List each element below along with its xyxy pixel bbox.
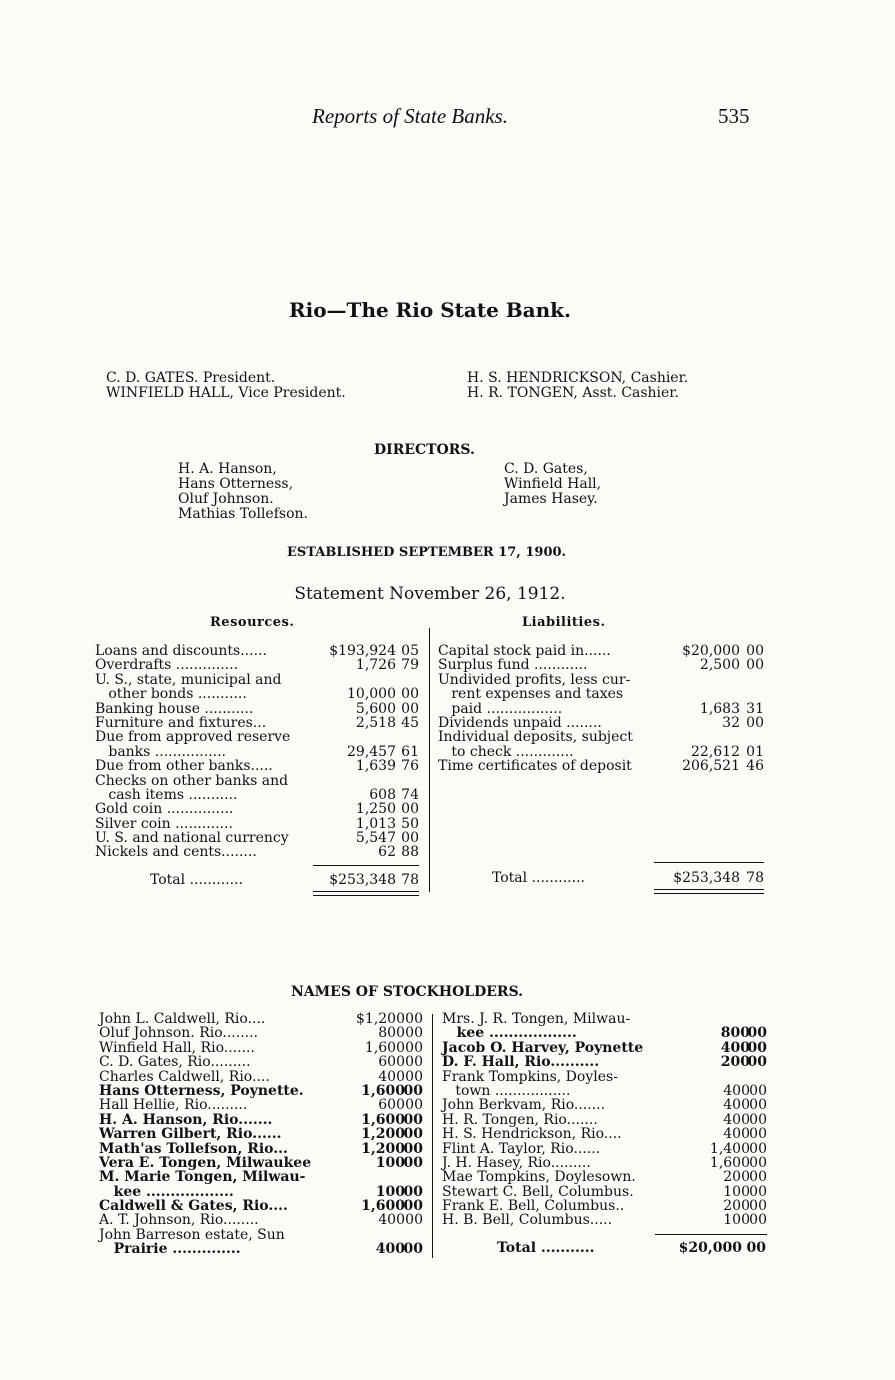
liability-row [438, 673, 768, 687]
stockholder-row-label: kee .................. [99, 1183, 234, 1200]
stockholder-row [99, 1012, 429, 1026]
resource-row-amount: 29,457 [347, 743, 396, 760]
stockholder-row-amount: 400 [723, 1111, 750, 1128]
stockholder-row-label: Math'as Tollefson, Rio... [99, 1140, 288, 1157]
stockholder-row-cents: 00 [403, 1126, 423, 1143]
stockholder-row-amount: 600 [378, 1097, 405, 1114]
resource-row [95, 745, 425, 759]
resources-heading: Resources. [210, 615, 295, 630]
stockholder-row [442, 1113, 772, 1127]
resource-row-label: U. S., state, municipal and [95, 671, 282, 688]
liability-row-label: Surplus fund ............ [438, 657, 588, 674]
liability-row-cents: 00 [746, 714, 764, 731]
stockholder-row [99, 1213, 429, 1227]
officer-cashier: H. S. HENDRICKSON, Cashier. [467, 370, 689, 386]
resource-row-amount: 1,250 [355, 801, 396, 818]
resource-row-cents: 05 [401, 643, 419, 659]
stockholder-row-cents: 00 [405, 1011, 423, 1027]
stockholder-row-amount: 1,200 [361, 1140, 405, 1157]
stockholder-row-amount: 400 [378, 1212, 405, 1229]
stockholder-row-label: John Barreson estate, Sun [99, 1226, 285, 1243]
liability-row-amount: $20,000 [682, 643, 740, 659]
stockholders-divider [432, 1014, 433, 1258]
stockholder-row-cents: 00 [405, 1054, 423, 1071]
stockholder-row [442, 1084, 772, 1098]
stockholder-row-label: H. B. Bell, Columbus..... [442, 1212, 613, 1229]
resource-row-label: Loans and discounts...... [95, 643, 267, 659]
liabilities-sum-rule [654, 862, 764, 863]
resource-row-amount: $193,924 [329, 643, 396, 659]
liability-row-amount: 32 [722, 714, 740, 731]
resource-row-label: Due from approved reserve [95, 729, 291, 746]
stockholder-row-cents: 00 [405, 1097, 423, 1114]
stockholder-row-label: Charles Caldwell, Rio.... [99, 1068, 270, 1085]
stockholder-row-label: A. T. Johnson, Rio........ [99, 1212, 259, 1229]
resource-row-label: Overdrafts .............. [95, 657, 239, 674]
liability-row-amount: 1,683 [699, 700, 740, 717]
resource-row-cents: 61 [401, 743, 419, 760]
stockholder-row-amount: 1,600 [361, 1111, 405, 1128]
stockholder-row-cents: 00 [405, 1039, 423, 1056]
resource-row-label: Nickels and cents........ [95, 844, 257, 861]
liability-row-label: to check ............. [438, 743, 574, 760]
resource-row-cents: 50 [401, 815, 419, 832]
resource-row [95, 802, 425, 816]
stockholder-row [99, 1041, 429, 1055]
director: C. D. Gates, [504, 461, 588, 477]
resource-row-cents: 00 [401, 700, 419, 717]
liability-row-label: paid ................. [438, 700, 563, 717]
stockholder-row [442, 1127, 772, 1141]
stockholder-row-cents: 00 [747, 1054, 767, 1071]
resources-total-label: Total ............ [150, 872, 243, 888]
stockholder-row-cents: 00 [749, 1082, 767, 1099]
resource-row [95, 644, 425, 658]
stockholder-row-amount: 1,600 [709, 1154, 750, 1171]
stockholder-row-cents: 00 [403, 1241, 423, 1258]
liability-row-label: Dividends unpaid ........ [438, 714, 602, 731]
liability-row-cents: 46 [746, 758, 764, 775]
stockholder-row-amount: 1,400 [709, 1140, 750, 1157]
stockholder-row-cents: 00 [403, 1198, 423, 1215]
stockholder-row-cents: 00 [749, 1097, 767, 1114]
stockholder-row-cents: 00 [405, 1068, 423, 1085]
bank-title: Rio—The Rio State Bank. [289, 298, 571, 322]
stockholder-row-amount: 1,600 [361, 1198, 405, 1215]
stockholder-row-label: Frank Tompkins, Doyles- [442, 1068, 618, 1085]
stockholder-row [442, 1055, 772, 1069]
stockholder-row-amount: 1,600 [364, 1039, 405, 1056]
liabilities-heading: Liabilities. [522, 615, 606, 630]
resource-row-amount: 5,547 [355, 830, 396, 847]
stockholder-row [99, 1199, 429, 1213]
stockholder-row-amount: 400 [375, 1241, 405, 1258]
liability-row-label: Capital stock paid in...... [438, 643, 611, 659]
resource-row [95, 716, 425, 730]
stockholder-row [442, 1213, 772, 1227]
resource-row-label: other bonds ........... [95, 686, 247, 703]
director: Mathias Tollefson. [178, 506, 308, 522]
stockholder-row-label: C. D. Gates, Rio......... [99, 1054, 251, 1071]
resource-row-amount: 2,518 [355, 714, 396, 731]
officer-vice-president: WINFIELD HALL, Vice President. [106, 385, 346, 401]
stockholder-row [99, 1070, 429, 1084]
stockholder-row [99, 1242, 429, 1256]
resource-row-cents: 76 [401, 758, 419, 775]
liabilities-double-rule [654, 889, 764, 894]
director: Oluf Johnson. [178, 491, 274, 507]
stockholder-row [442, 1156, 772, 1170]
stockholder-row-label: Hans Otterness, Poynette. [99, 1082, 304, 1099]
liability-row-amount: 2,500 [699, 657, 740, 674]
liabilities-total-label: Total ............ [492, 870, 585, 886]
page-number: 535 [718, 104, 750, 128]
stockholder-row [99, 1113, 429, 1127]
stockholders-total-amount: $20,000 [678, 1240, 742, 1256]
resource-row-amount: 62 [378, 844, 396, 861]
resource-row-cents: 00 [401, 830, 419, 847]
stockholder-row [99, 1142, 429, 1156]
balance-sheet-divider [429, 628, 430, 892]
stockholder-row-label: H. R. Tongen, Rio....... [442, 1111, 598, 1128]
stockholder-row [442, 1026, 772, 1040]
director: Hans Otterness, [178, 476, 294, 492]
resource-row [95, 845, 425, 859]
directors-left [178, 462, 308, 522]
stockholder-row-cents: 00 [747, 1039, 767, 1056]
liability-row [438, 658, 768, 672]
stockholder-row [442, 1012, 772, 1026]
stockholder-row [442, 1170, 772, 1184]
liability-row-label: rent expenses and taxes [438, 686, 624, 703]
resource-row-amount: 5,600 [355, 700, 396, 717]
stockholder-row-cents: 00 [749, 1140, 767, 1157]
stockholder-row-cents: 00 [403, 1183, 423, 1200]
resource-row-label: Due from other banks..... [95, 758, 273, 775]
stockholder-row [442, 1098, 772, 1112]
resource-row [95, 774, 425, 788]
stockholder-row-label: H. S. Hendrickson, Rio.... [442, 1126, 622, 1143]
stockholder-row [442, 1070, 772, 1084]
stockholder-row-label: M. Marie Tongen, Milwau- [99, 1169, 306, 1186]
stockholder-row-label: D. F. Hall, Rio.......... [442, 1054, 600, 1071]
stockholder-row-cents: 00 [747, 1025, 767, 1042]
stockholder-row [99, 1084, 429, 1098]
stockholder-row-amount: 200 [723, 1169, 750, 1186]
resource-row-label: Checks on other banks and [95, 772, 289, 789]
stockholder-row-label: J. H. Hasey, Rio......... [442, 1154, 591, 1171]
liability-row [438, 730, 768, 744]
resources-total-cents: 78 [401, 872, 419, 888]
liability-row-label: Individual deposits, subject [438, 729, 633, 746]
stockholder-row-amount: 400 [720, 1039, 750, 1056]
resource-row [95, 831, 425, 845]
stockholder-row-amount: 800 [720, 1025, 750, 1042]
stockholders-sum-rule [655, 1234, 767, 1235]
liability-row-cents: 31 [746, 700, 764, 717]
stockholder-row-label: Vera E. Tongen, Milwaukee [99, 1154, 312, 1171]
stockholder-row-label: John Berkvam, Rio....... [442, 1097, 606, 1114]
director: H. A. Hanson, [178, 461, 277, 477]
officers-right [467, 371, 688, 401]
directors-right [504, 462, 601, 507]
resource-row-label: cash items ........... [95, 786, 238, 803]
stockholder-row-cents: 00 [749, 1169, 767, 1186]
stockholder-row-cents: 00 [405, 1212, 423, 1229]
stockholder-row-label: Mae Tompkins, Doylesown. [442, 1169, 636, 1186]
resource-row [95, 788, 425, 802]
liability-row-cents: 00 [746, 643, 764, 659]
stockholder-row [99, 1127, 429, 1141]
stockholder-row-label: Winfield Hall, Rio....... [99, 1039, 255, 1056]
resource-row-cents: 88 [401, 844, 419, 861]
stockholder-row-amount: 100 [375, 1183, 405, 1200]
resource-row-amount: 1,013 [355, 815, 396, 832]
stockholder-row-label: Caldwell & Gates, Rio.... [99, 1198, 288, 1215]
liability-row [438, 644, 768, 658]
stockholder-row-label: John L. Caldwell, Rio.... [99, 1011, 266, 1027]
director: James Hasey. [504, 491, 598, 507]
director: Winfield Hall, [504, 476, 602, 492]
resource-row-label: U. S. and national currency [95, 830, 289, 847]
liability-row [438, 716, 768, 730]
stockholder-row-cents: 00 [405, 1025, 423, 1042]
stockholder-row-label: Frank E. Bell, Columbus.. [442, 1198, 625, 1215]
resource-row [95, 730, 425, 744]
stockholder-row-label: kee .................. [442, 1025, 577, 1042]
liability-row-amount: 22,612 [691, 743, 740, 760]
directors-heading: DIRECTORS. [374, 442, 475, 458]
stockholder-row [99, 1055, 429, 1069]
resource-row-label: Furniture and fixtures... [95, 714, 267, 731]
stockholder-row-label: town ................. [442, 1082, 571, 1099]
resources-double-rule [313, 891, 419, 896]
resource-row-cents: 00 [401, 801, 419, 818]
stockholder-row [442, 1041, 772, 1055]
stockholder-row [99, 1170, 429, 1184]
resource-row [95, 673, 425, 687]
resources-table [95, 644, 425, 860]
liability-row [438, 745, 768, 759]
stockholder-row-label: Mrs. J. R. Tongen, Milwau- [442, 1011, 631, 1027]
stockholder-row-amount: 100 [723, 1212, 750, 1229]
stockholder-row-amount: 1,200 [361, 1126, 405, 1143]
resource-row [95, 817, 425, 831]
stockholder-row-cents: 00 [749, 1183, 767, 1200]
liability-row-cents: 00 [746, 657, 764, 674]
stockholder-row-amount: 400 [723, 1082, 750, 1099]
stockholder-row-cents: 00 [403, 1082, 423, 1099]
stockholder-row-cents: 00 [749, 1111, 767, 1128]
stockholder-row-cents: 00 [749, 1212, 767, 1229]
stockholders-heading: NAMES OF STOCKHOLDERS. [291, 984, 524, 1000]
resources-total-amount: $253,348 [329, 872, 396, 888]
stockholders-left-table [99, 1012, 429, 1257]
liability-row-label: Time certificates of deposit [438, 758, 632, 775]
stockholder-row-cents: 00 [749, 1126, 767, 1143]
running-header-title: Reports of State Banks. [312, 104, 508, 128]
stockholder-row [442, 1142, 772, 1156]
stockholder-row-label: Warren Gilbert, Rio...... [99, 1126, 282, 1143]
resource-row-cents: 00 [401, 686, 419, 703]
stockholder-row-amount: $1,200 [356, 1011, 405, 1027]
stockholder-row-amount: 800 [378, 1025, 405, 1042]
resource-row-cents: 79 [401, 657, 419, 674]
stockholder-row-cents: 00 [749, 1154, 767, 1171]
established-line: ESTABLISHED SEPTEMBER 17, 1900. [287, 545, 567, 560]
stockholder-row-amount: 1,600 [361, 1082, 405, 1099]
resource-row-amount: 1,639 [355, 758, 396, 775]
stockholders-total-label: Total ........... [497, 1240, 595, 1256]
stockholder-row-amount: 100 [375, 1154, 405, 1171]
resource-row [95, 702, 425, 716]
stockholder-row [442, 1199, 772, 1213]
stockholder-row [99, 1098, 429, 1112]
liability-row-label: Undivided profits, less cur- [438, 671, 631, 688]
stockholders-right-table [442, 1012, 772, 1228]
resource-row [95, 687, 425, 701]
stockholder-row-cents: 00 [403, 1154, 423, 1171]
liabilities-table [438, 644, 768, 774]
stockholder-row-amount: 400 [723, 1126, 750, 1143]
stockholder-row-label: Stewart C. Bell, Columbus. [442, 1183, 634, 1200]
liability-row [438, 759, 768, 773]
resource-row [95, 759, 425, 773]
liability-row [438, 687, 768, 701]
officer-asst-cashier: H. R. TONGEN, Asst. Cashier. [467, 385, 679, 401]
stockholders-total-cents: 00 [746, 1240, 766, 1256]
liability-row [438, 702, 768, 716]
stockholder-row-label: Hall Hellie, Rio......... [99, 1097, 248, 1114]
resource-row-amount: 1,726 [355, 657, 396, 674]
stockholder-row [99, 1228, 429, 1242]
stockholder-row-label: Jacob O. Harvey, Poynette [442, 1039, 644, 1056]
resource-row-cents: 74 [401, 786, 419, 803]
stockholder-row-amount: 200 [723, 1198, 750, 1215]
resources-sum-rule [313, 865, 419, 866]
stockholder-row-amount: 600 [378, 1054, 405, 1071]
resource-row-label: Silver coin ............. [95, 815, 233, 832]
stockholder-row-cents: 00 [749, 1198, 767, 1215]
officers-left [106, 371, 346, 401]
statement-date: Statement November 26, 1912. [294, 584, 566, 604]
stockholder-row-label: Flint A. Taylor, Rio...... [442, 1140, 601, 1157]
stockholder-row-label: H. A. Hanson, Rio....... [99, 1111, 273, 1128]
liabilities-total-amount: $253,348 [673, 870, 740, 886]
resource-row [95, 658, 425, 672]
resource-row-label: Banking house ........... [95, 700, 254, 717]
resource-row-label: Gold coin ............... [95, 801, 234, 818]
stockholder-row [442, 1185, 772, 1199]
stockholder-row-label: Prairie .............. [99, 1241, 241, 1258]
stockholder-row-amount: 400 [723, 1097, 750, 1114]
resource-row-label: banks ................ [95, 743, 226, 760]
liability-row-amount: 206,521 [682, 758, 740, 775]
stockholder-row-label: Oluf Johnson. Rio........ [99, 1025, 259, 1042]
stockholder-row [99, 1185, 429, 1199]
liabilities-total-cents: 78 [746, 870, 764, 886]
liability-row-cents: 01 [746, 743, 764, 760]
stockholder-row-amount: 200 [720, 1054, 750, 1071]
stockholder-row-cents: 00 [403, 1140, 423, 1157]
resource-row-cents: 45 [401, 714, 419, 731]
resource-row-amount: 608 [369, 786, 396, 803]
stockholder-row [99, 1026, 429, 1040]
stockholder-row-amount: 100 [723, 1183, 750, 1200]
stockholder-row-amount: 400 [378, 1068, 405, 1085]
resource-row-amount: 10,000 [347, 686, 396, 703]
stockholder-row [99, 1156, 429, 1170]
stockholder-row-cents: 00 [403, 1111, 423, 1128]
officer-president: C. D. GATES. President. [106, 370, 276, 386]
